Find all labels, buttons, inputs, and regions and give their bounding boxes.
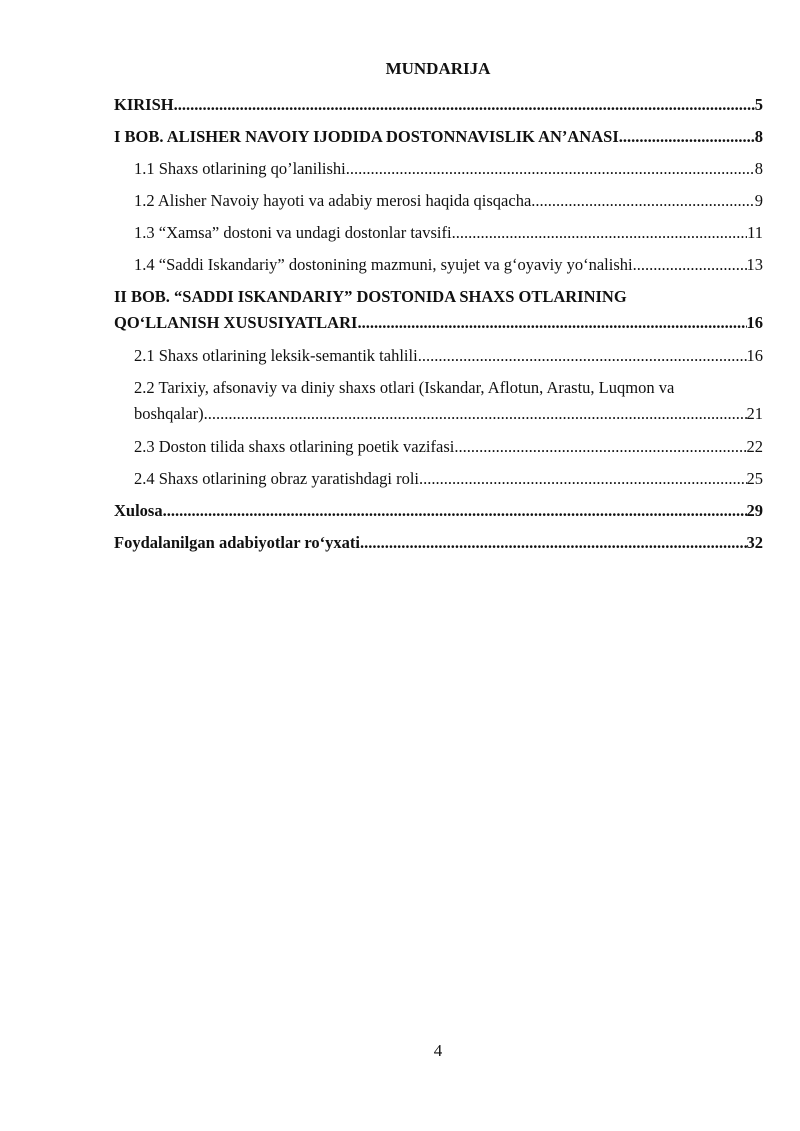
toc-entry-page: 13 bbox=[746, 255, 763, 274]
dot-leader bbox=[633, 252, 747, 278]
toc-entry-label-line-2: boshqalar) bbox=[134, 404, 204, 423]
toc-entry-label: 2.1 Shaxs otlarining leksik-semantik tahlili bbox=[134, 346, 418, 365]
toc-entry-section-2-2[interactable] bbox=[114, 375, 763, 429]
dot-leader bbox=[418, 343, 747, 369]
dot-leader bbox=[357, 310, 746, 336]
toc-entry-label-line-2: QO‘LLANISH XUSUSIYATLARI bbox=[114, 313, 358, 332]
toc-entry-page: 9 bbox=[754, 191, 763, 210]
toc-entry-page: 8 bbox=[754, 127, 763, 146]
toc-entry-label-line-1: II BOB. “SADDI ISKANDARIY” DOSTONIDA SHAXS OTLARINING bbox=[114, 287, 627, 306]
dot-leader bbox=[346, 156, 755, 182]
toc-entry-page: 21 bbox=[746, 404, 763, 423]
toc-entry-chapter-2[interactable] bbox=[114, 284, 763, 338]
toc-entry-kirish[interactable] bbox=[114, 92, 763, 124]
toc-entry-label-line-1: 2.2 Tarixiy, afsonaviy va diniy shaxs otlari (Iskandar, Aflotun, Arastu, Luqmon va bbox=[134, 378, 675, 397]
toc-entry-page: 25 bbox=[746, 469, 763, 488]
toc-entry-page: 32 bbox=[746, 533, 763, 552]
dot-leader bbox=[452, 220, 748, 246]
toc-entry-label: 1.4 “Saddi Iskandariy” dostonining mazmuni, syujet va g‘oyaviy yo‘nalishi bbox=[134, 255, 633, 274]
toc-entry-section-1-4[interactable] bbox=[114, 252, 763, 284]
toc-entry-label: 2.3 Doston tilida shaxs otlarining poetik vazifasi bbox=[134, 437, 455, 456]
toc-entry-section-1-1[interactable] bbox=[114, 156, 763, 188]
toc-entry-section-2-4[interactable] bbox=[114, 466, 763, 498]
dot-leader bbox=[174, 92, 755, 118]
toc-entry-label: 1.3 “Xamsa” dostoni va undagi dostonlar tavsifi bbox=[134, 223, 452, 242]
dot-leader bbox=[360, 530, 746, 556]
dot-leader bbox=[619, 124, 755, 150]
toc-entry-page: 16 bbox=[746, 313, 763, 332]
toc-entry-page: 29 bbox=[746, 501, 763, 520]
dot-leader bbox=[204, 401, 747, 427]
toc-entry-label: I BOB. ALISHER NAVOIY IJODIDA DOSTONNAVISLIK AN’ANASI bbox=[114, 127, 619, 146]
toc-entry-label: Xulosa bbox=[114, 501, 163, 520]
toc-entry-xulosa[interactable] bbox=[114, 498, 763, 530]
toc-entry-section-1-2[interactable] bbox=[114, 188, 763, 220]
dot-leader bbox=[419, 466, 746, 492]
toc-entry-label: Foydalanilgan adabiyotlar ro‘yxati bbox=[114, 533, 361, 552]
page-title: MUNDARIJA bbox=[385, 59, 491, 78]
dot-leader bbox=[163, 498, 747, 524]
toc-entry-page: 16 bbox=[746, 346, 763, 365]
dot-leader bbox=[531, 188, 754, 214]
toc-entry-section-2-3[interactable] bbox=[114, 434, 763, 466]
table-of-contents bbox=[114, 92, 763, 562]
toc-entry-label: 2.4 Shaxs otlarining obraz yaratishdagi roli bbox=[134, 469, 420, 488]
toc-entry-label: KIRISH bbox=[114, 95, 174, 114]
page-number: 4 bbox=[433, 1041, 443, 1060]
toc-entry-page: 11 bbox=[747, 223, 763, 242]
toc-entry-bibliography[interactable] bbox=[114, 530, 763, 562]
toc-entry-page: 8 bbox=[754, 159, 763, 178]
toc-entry-label: 1.2 Alisher Navoiy hayoti va adabiy merosi haqida qisqacha bbox=[134, 191, 532, 210]
toc-entry-section-1-3[interactable] bbox=[114, 220, 763, 252]
toc-entry-section-2-1[interactable] bbox=[114, 343, 763, 375]
toc-entry-page: 22 bbox=[746, 437, 763, 456]
toc-entry-label: 1.1 Shaxs otlarining qo’lanilishi bbox=[134, 159, 346, 178]
dot-leader bbox=[454, 434, 746, 460]
toc-entry-chapter-1[interactable] bbox=[114, 124, 763, 156]
toc-entry-page: 5 bbox=[754, 95, 763, 114]
